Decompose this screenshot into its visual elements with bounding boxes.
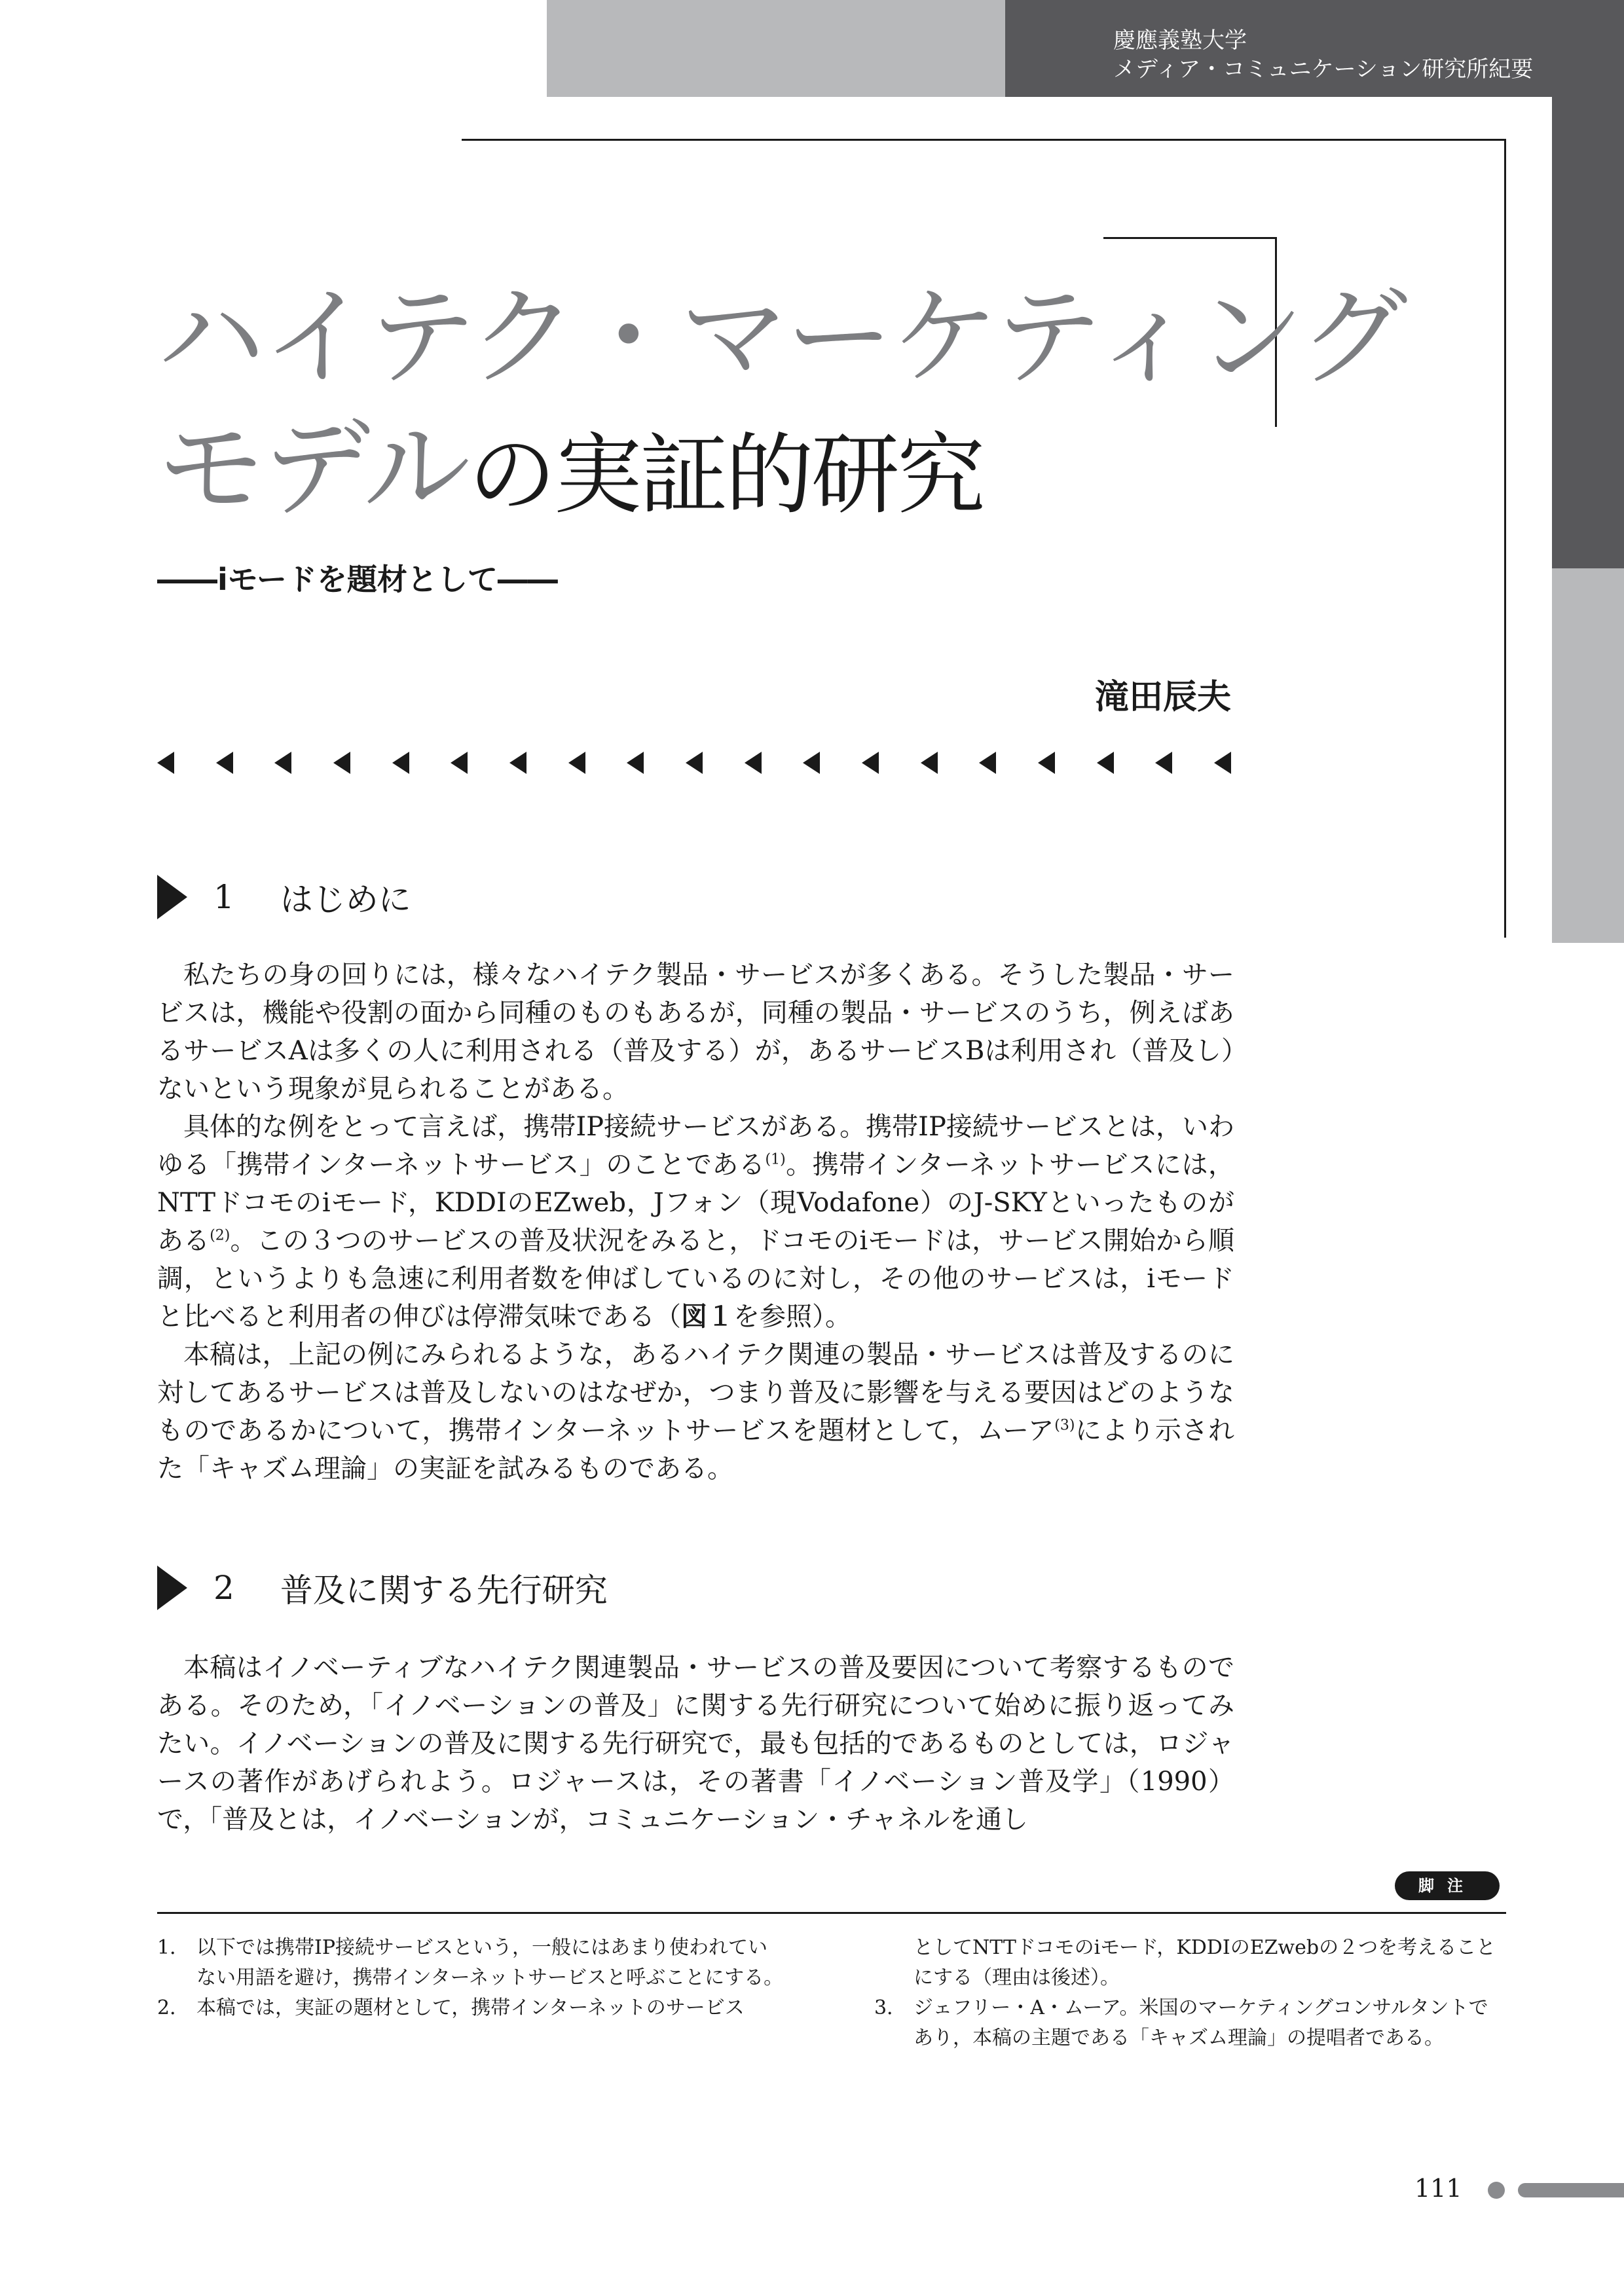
section-heading-2: [157, 1562, 608, 1614]
arrow-left-icon: [333, 752, 350, 774]
author-name: 滝田辰夫: [1094, 678, 1231, 717]
page-number: 111: [1414, 2174, 1462, 2203]
arrow-left-icon: [216, 752, 233, 774]
arrow-left-icon: [745, 752, 762, 774]
footnote-ref: (2): [210, 1227, 231, 1244]
title-line-2: [157, 406, 983, 538]
arrow-left-icon: [509, 752, 526, 774]
arrow-left-icon: [686, 752, 703, 774]
arrow-left-icon: [451, 752, 468, 774]
section-title: はじめに: [280, 881, 411, 919]
top-rule: [462, 139, 1506, 141]
institution-name: 慶應義塾大学: [1113, 28, 1247, 54]
arrow-left-icon: [274, 752, 291, 774]
arrow-left-icon: [803, 752, 820, 774]
title-bracket-horizontal: [1103, 237, 1277, 239]
paragraph: 具体的な例をとって言えば，携帯IP接続サービスがある。携帯IP接続サービスとは，いわゆる「携帯インターネットサービス」のことである$^{(1)}$。携帯インターネットサービスには，NTTドコモのiモード，KDDIのEZweb，Jフォン（現Vodafone）のJ-SKYといったものがある$^{(2)}$。この３つのサービスの普及状況をみると，ドコモのiモードは，サービス開始から順調，というよりも急速に利用者数を伸ばしているのに対し，その他のサービスは，iモードと比べると利用者の伸びは停滞気味である（図１を参照）。: [157, 1112, 1235, 1332]
footnote-rule: [157, 1912, 1506, 1914]
section-number: 1: [213, 878, 234, 916]
footnote-badge: 脚注: [1395, 1871, 1500, 1900]
edge-tab-dark: [1552, 97, 1624, 568]
journal-name: メディア・コミュニケーション研究所紀要: [1113, 56, 1534, 83]
figure-ref: 図１: [681, 1302, 733, 1332]
footnotes-left-column: [157, 1933, 786, 2023]
section-heading-1: [157, 871, 411, 923]
section-number: 2: [213, 1569, 234, 1607]
arrow-left-icon: [627, 752, 644, 774]
paragraph: 私たちの身の回りには，様々なハイテク製品・サービスが多くある。そうした製品・サービスは，機能や役割の面から同種のものもあるが，同種の製品・サービスのうち，例えばあるサービスAは多くの人に利用される（普及する）が，あるサービスBは利用され（普及し）ないという現象が見られることがある。: [157, 960, 1234, 1104]
arrow-left-icon: [1097, 752, 1114, 774]
title-line-1: ハイテク・マーケティング: [157, 274, 1405, 400]
edge-tab-light: [1552, 568, 1624, 943]
journal-header: [1113, 26, 1611, 84]
section-2-body: [157, 1649, 1234, 1839]
arrow-left-icon: [921, 752, 938, 774]
title-line-2-black: の実証的研究: [468, 424, 983, 526]
decorative-arrow-row: [157, 752, 1231, 787]
page-dot-icon: [1488, 2182, 1505, 2199]
section-title: 普及に関する先行研究: [280, 1571, 608, 1609]
arrow-left-icon: [157, 752, 174, 774]
footnote-ref: (3): [1054, 1417, 1075, 1434]
arrow-left-icon: [568, 752, 585, 774]
play-triangle-icon: [157, 875, 187, 919]
page-bar: [1518, 2183, 1624, 2197]
title-line-2-gray: モデル: [157, 405, 468, 531]
footnote-item-continued: としてNTTドコモのiモード，KDDIのEZwebの２つを考えることにする（理由は後述）。: [913, 1936, 1496, 1989]
section-1-body: [157, 956, 1234, 1488]
footnote-item: 3． ジェフリー・A・ムーア。米国のマーケティングコンサルタントであり，本稿の主題である「キャズム理論」の提唱者である。: [874, 1996, 1488, 2049]
arrow-left-icon: [392, 752, 409, 774]
paragraph: 本稿はイノベーティブなハイテク関連製品・サービスの普及要因について考察するものである。そのため，「イノベーションの普及」に関する先行研究について始めに振り返ってみたい。イノベーションの普及に関する先行研究で，最も包括的であるものとしては，ロジャースの著作があげられよう。ロジャースは，その著書「イノベーション普及学」（1990）で，「普及とは，イノベーションが，コミュニケーション・チャネルを通し: [157, 1653, 1234, 1835]
arrow-left-icon: [979, 752, 996, 774]
arrow-left-icon: [862, 752, 879, 774]
footnotes-right-column: [874, 1933, 1503, 2053]
footnote-item: 2． 本稿では，実証の題材として，携帯インターネットのサービス: [157, 1996, 745, 2019]
footnote-ref: (1): [765, 1151, 786, 1168]
arrow-left-icon: [1214, 752, 1231, 774]
arrow-left-icon: [1038, 752, 1055, 774]
header-band-light: [547, 0, 1005, 97]
footnote-item: 1． 以下では携帯IP接続サービスという，一般にはあまり使われていない用語を避け，携帯インターネットサービスと呼ぶことにする。: [157, 1936, 784, 1989]
top-rule-vertical: [1504, 139, 1506, 938]
arrow-left-icon: [1155, 752, 1172, 774]
play-triangle-icon: [157, 1566, 187, 1610]
paragraph: 本稿は，上記の例にみられるような，あるハイテク関連の製品・サービスは普及するのに対してあるサービスは普及しないのはなぜか，つまり普及に影響を与える要因はどのようなものであるかについて，携帯インターネットサービスを題材として，ムーア$^{(3)}$により示された「キャズム理論」の実証を試みるものである。: [157, 1340, 1235, 1484]
subtitle: ――iモードを題材として――: [157, 562, 558, 597]
